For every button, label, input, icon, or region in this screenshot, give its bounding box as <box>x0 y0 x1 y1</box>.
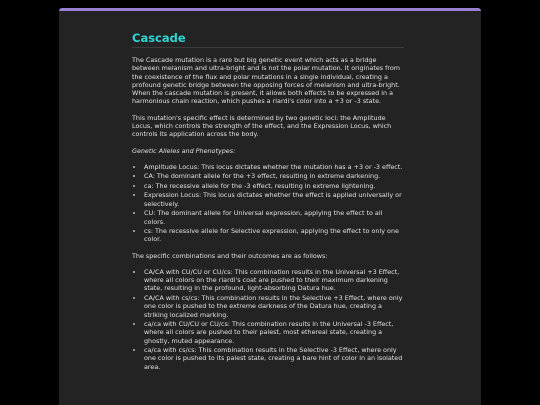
list-item: • CA/CA with CU/CU or CU/cs: This combination results in the Universal +3 Effect, where all colors on the riardi's coat are pushed to their maximum darkening state, resulting in the profound, light-absorbing Datura hue. <box>144 268 404 293</box>
list-item: • CU: The dominant allele for Universal expression, applying the effect to all colors. <box>144 209 404 226</box>
loci-paragraph: This mutation's specific effect is determined by two genetic loci: the Amplitude Locus, which controls the strength of the effect, and the Expression Locus, which controls its application across the body. <box>132 113 392 139</box>
list-item: • ca: The recessive allele for the -3 effect, resulting in extreme lightening. <box>144 182 404 190</box>
list-item: • ca/ca with CU/CU or CU/cs: This combination results in the Universal -3 Effect, where all colors are pushed to their palest, most ethereal state, creating a ghostly, muted appearance. <box>144 320 404 345</box>
combinations-intro: The specific combinations and their outcomes are as follows: <box>132 251 328 260</box>
list-item: • cs: The recessive allele for Selective expression, applying the effect to only one color. <box>144 227 404 244</box>
list-item: • CA/CA with cs/cs: This combination results in the Selective +3 Effect, where only one color is pushed to the extreme darkness of the Datura hue, creating a striking localized marking. <box>144 294 404 319</box>
intro-paragraph: The Cascade mutation is a rare but big genetic event which acts as a bridge between melanism and ultra-bright and is not the polar mutation. It originates from the coexistence of the flux and polar mutations in a single individual, creating a profound genetic bridge between the opposing forces of melanism and ultra-bright. When the cascade mutation is present, it allows both effects to be expressed in a harmonious chain reaction, which pushes a riardi's color into a +3 or -3 state. <box>132 56 400 106</box>
alleles-heading: Genetic Alleles and Phenotypes: <box>132 146 236 155</box>
article-content <box>132 31 404 372</box>
list-item: • CA: The dominant allele for the +3 effect, resulting in extreme darkening. <box>144 172 404 180</box>
alleles-list <box>132 163 404 244</box>
list-item: • Expression Locus: This locus dictates whether the effect is applied universally or selectively. <box>144 191 404 208</box>
list-item: • ca/ca with cs/cs: This combination results in the Selective -3 Effect, where only one color is pushed to its palest state, creating a bare hint of color in an isolated area. <box>144 346 404 371</box>
page-title: Cascade <box>132 31 404 48</box>
article-panel <box>59 8 481 405</box>
list-item: • Amplitude Locus: This locus dictates whether the mutation has a +3 or -3 effect. <box>144 163 404 171</box>
combinations-list <box>132 268 404 371</box>
